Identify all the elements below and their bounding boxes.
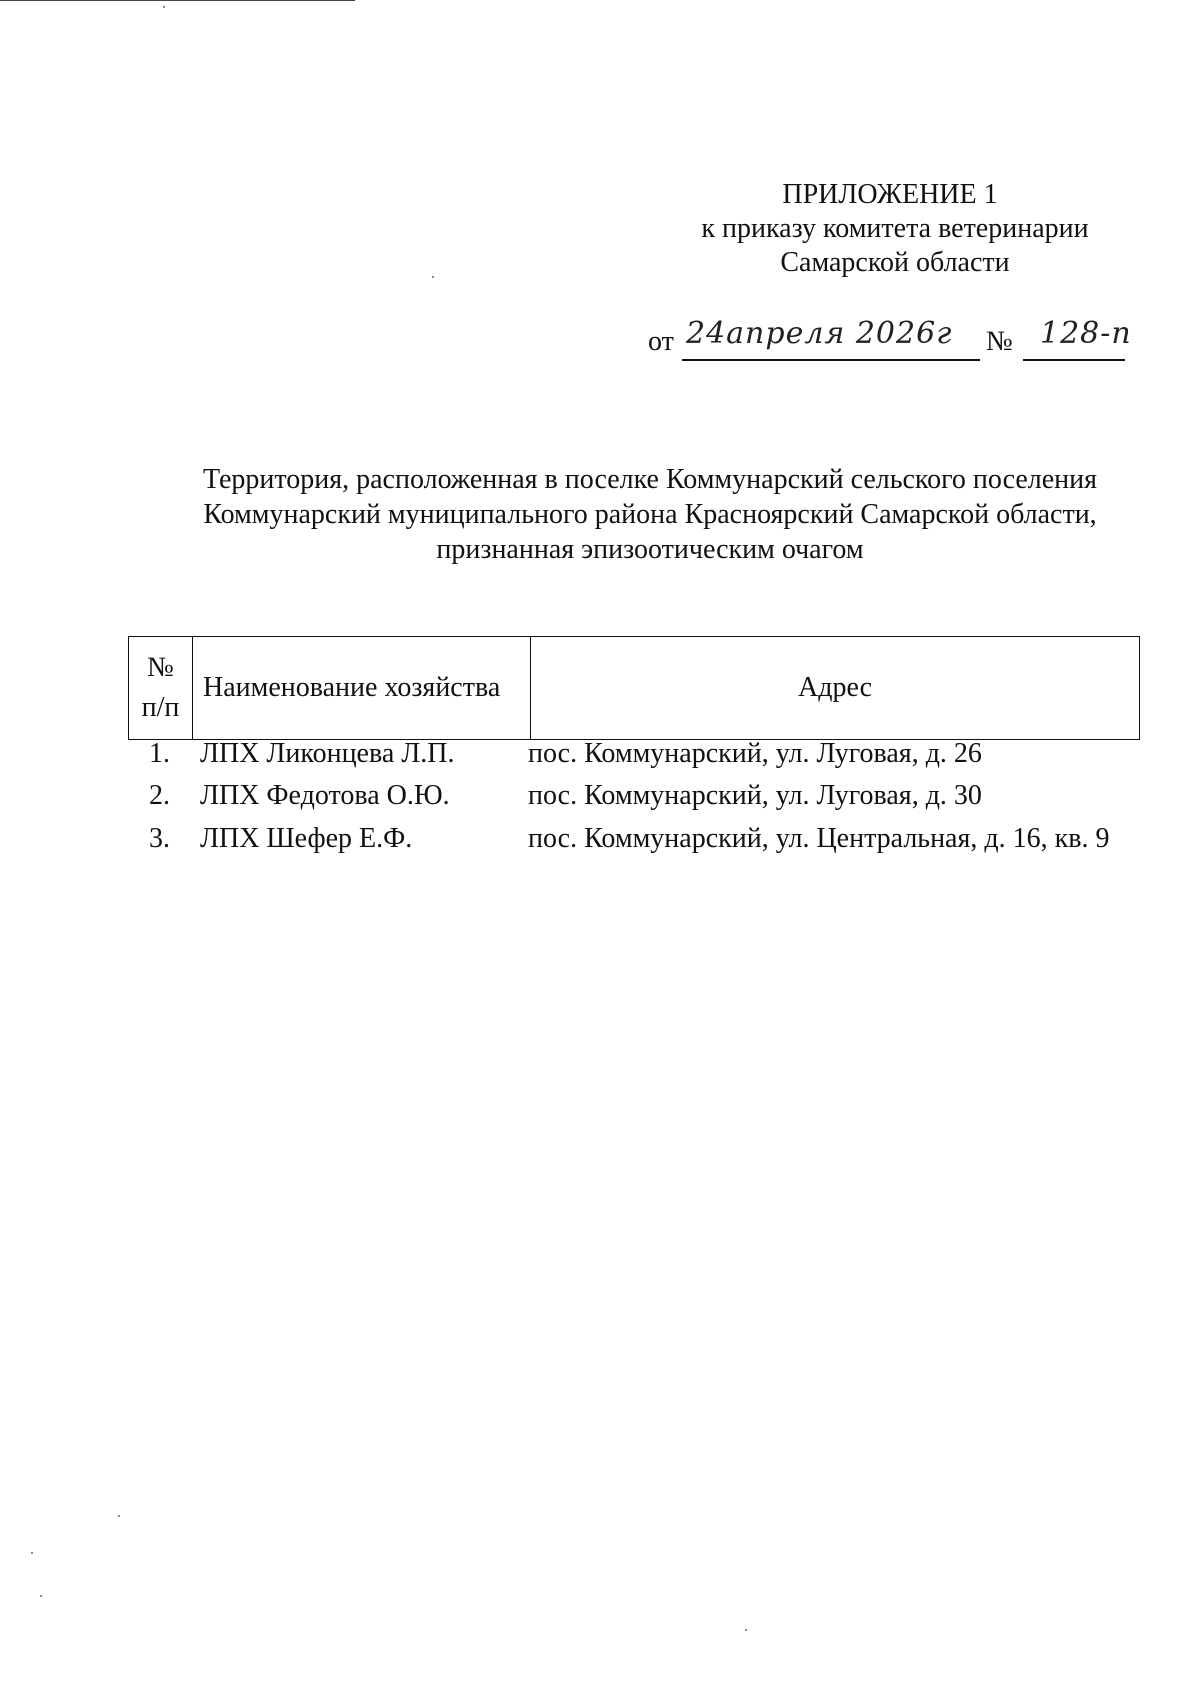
scan-speck — [432, 276, 434, 278]
farm-name: ЛПХ Федотова О.Ю. — [200, 780, 450, 811]
document-title — [160, 462, 1140, 567]
scan-speck — [118, 1515, 120, 1517]
farm-name: ЛПХ Ликонцева Л.П. — [200, 738, 455, 769]
number-underline — [1023, 359, 1125, 361]
row-number: 2. — [149, 780, 170, 811]
number-prefix: № — [986, 326, 1013, 357]
column-header-address: Адрес — [531, 637, 1140, 740]
scan-speck — [745, 1629, 747, 1631]
scan-edge-line — [0, 0, 355, 1]
table-row — [130, 738, 1130, 774]
scan-speck — [31, 1552, 33, 1554]
farms-table-header — [128, 636, 1140, 740]
row-number: 1. — [149, 738, 170, 769]
title-line-2: Коммунарский муниципального района Красноярский Самарской области, — [203, 499, 1097, 530]
farm-address: пос. Коммунарский, ул. Луговая, д. 26 — [528, 738, 982, 769]
handwritten-number: 128-п — [1040, 316, 1132, 351]
farm-address: пос. Коммунарский, ул. Луговая, д. 30 — [528, 780, 982, 811]
farm-address: пос. Коммунарский, ул. Центральная, д. 16, кв. 9 — [528, 823, 1110, 854]
appendix-title: ПРИЛОЖЕНИЕ 1 — [782, 179, 998, 210]
scan-speck — [163, 6, 165, 8]
number-abbrev: п/п — [141, 692, 180, 723]
handwritten-date: 24апреля 2026г — [686, 316, 953, 351]
date-underline — [682, 359, 980, 361]
scan-speck — [40, 1595, 42, 1597]
date-prefix: от — [648, 326, 674, 357]
column-header-number — [129, 637, 193, 740]
column-header-name: Наименование хозяйства — [193, 637, 531, 740]
row-number: 3. — [149, 823, 170, 854]
farm-name: ЛПХ Шефер Е.Ф. — [200, 823, 413, 854]
table-row — [130, 823, 1130, 859]
appendix-order-ref: к приказу комитета ветеринарии — [701, 213, 1089, 244]
number-sign: № — [147, 652, 174, 683]
title-line-3: признанная эпизоотическим очагом — [436, 534, 864, 565]
appendix-header — [660, 178, 1130, 280]
title-line-1: Территория, расположенная в поселке Коммунарский сельского поселения — [202, 464, 1098, 495]
table-row — [130, 780, 1130, 816]
appendix-region: Самарской области — [780, 247, 1010, 278]
